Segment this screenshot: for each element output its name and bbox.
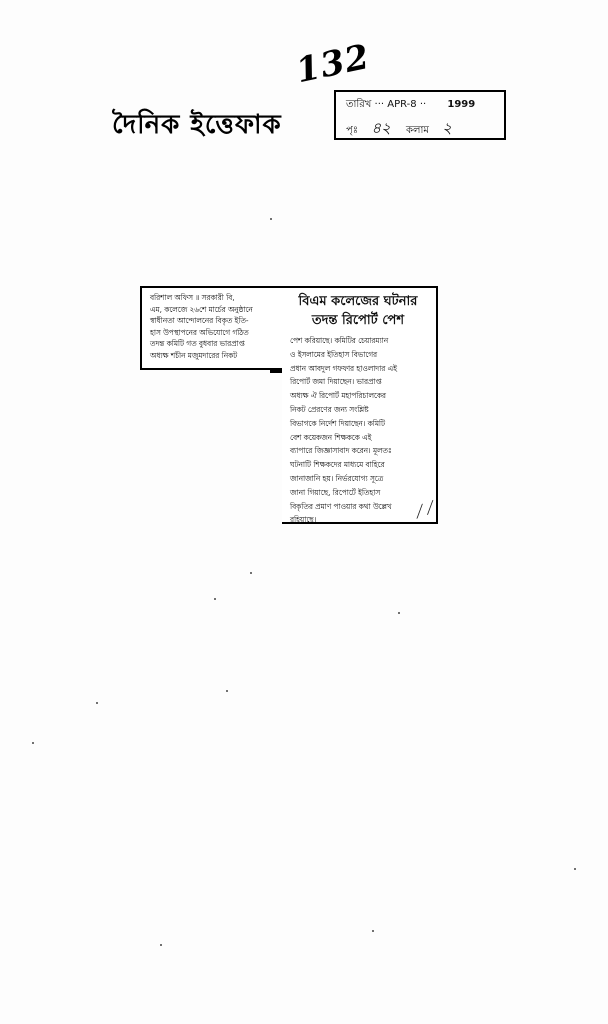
stamp-date-row: তারিখ ··· APR-8 ·· 1999 (346, 99, 476, 110)
stamp-date-value: APR-8 (387, 99, 417, 110)
scan-speck (398, 612, 400, 614)
stamp-page-value: ৪২ (371, 119, 391, 137)
stamp-year: 1999 (447, 99, 476, 110)
scan-speck (574, 868, 576, 870)
body-line: রিপোর্ট জমা দিয়াছেন। ভারপ্রাপ্ত (290, 377, 382, 387)
clipping-right-column (282, 286, 438, 524)
headline-line-1: বিএম কলেজের ঘটনার (298, 294, 418, 309)
stamp-column-label: কলাম (406, 125, 429, 136)
body-line: বিকৃতির প্রমাণ পাওয়ার কথা উল্লেখ (290, 501, 392, 511)
article-intro (150, 292, 280, 361)
scan-speck (96, 702, 98, 704)
scan-speck (226, 690, 228, 692)
stamp-page-label: পৃঃ (346, 125, 359, 136)
intro-line: হাস উপস্থাপনের অভিযোগে গঠিত (150, 327, 249, 337)
body-line: জানা গিয়াছে, রিপোর্টে ইতিহাস (290, 487, 381, 497)
body-line: অধ্যক্ষ ঐ রিপোর্ট মহাপরিচালকের (290, 391, 386, 401)
scan-speck (32, 742, 34, 744)
body-line: বিভাগকে নির্দেশ দিয়াছেন। কমিটি (290, 418, 385, 428)
handwritten-page-number: 132 (292, 36, 374, 92)
intro-line: স্বাধীনতা আন্দোলনের বিকৃত ইতি- (150, 316, 249, 325)
body-line: নিকট প্রেরণের জন্য সংশ্লিষ্ট (290, 404, 369, 414)
scan-mark: ⟋⟋ (411, 496, 439, 523)
body-line: প্রধান আবদুল গফফার হাওলাদার এই (290, 363, 397, 373)
scan-speck (270, 218, 272, 220)
newspaper-name: দৈনিক ইত্তেফাক (112, 110, 282, 140)
scan-speck (214, 598, 216, 600)
body-line: ও ইসলামের ইতিহাস বিভাগের (290, 349, 378, 359)
intro-line: তদন্ত কমিটি গত বুধবার ভারপ্রাপ্ত (150, 339, 245, 348)
scan-speck (250, 572, 252, 574)
article-headline (286, 292, 430, 330)
clipping-left-column (140, 286, 288, 370)
intro-line: বরিশাল অফিস ॥ সরকারী বি, (150, 293, 235, 302)
body-line: জানাজানি হয়। নির্ভরযোগ্য সূত্রে (290, 473, 384, 483)
intro-line: এম, কলেজে ২৬শে মার্চের অনুষ্ঠানে (150, 304, 253, 314)
stamp-page-row (346, 117, 464, 142)
body-line: ব্যাপারে জিজ্ঞাসাবাদ করেন। মূলতঃ (290, 446, 392, 456)
body-line: বেশ কয়েকজন শিক্ষককে এই (290, 432, 372, 442)
intro-line: অধ্যক্ষ শচীন মজুমদারের নিকট (150, 350, 238, 360)
headline-line-2: তদন্ত রিপোর্ট পেশ (311, 313, 405, 328)
body-line: ঘটনাটি শিক্ষকদের মাধ্যমে বাহিরে (290, 460, 385, 470)
body-line: রহিয়াছে। (290, 515, 317, 525)
scan-speck (372, 930, 374, 932)
stamp-column-value: ২ (442, 119, 452, 137)
article-body (290, 334, 432, 527)
scan-speck (160, 944, 162, 946)
stamp-date-label: তারিখ (346, 99, 372, 110)
archive-date-stamp (334, 90, 506, 140)
body-line: পেশ করিয়াছে। কমিটির চেয়ারম্যান (290, 336, 389, 345)
